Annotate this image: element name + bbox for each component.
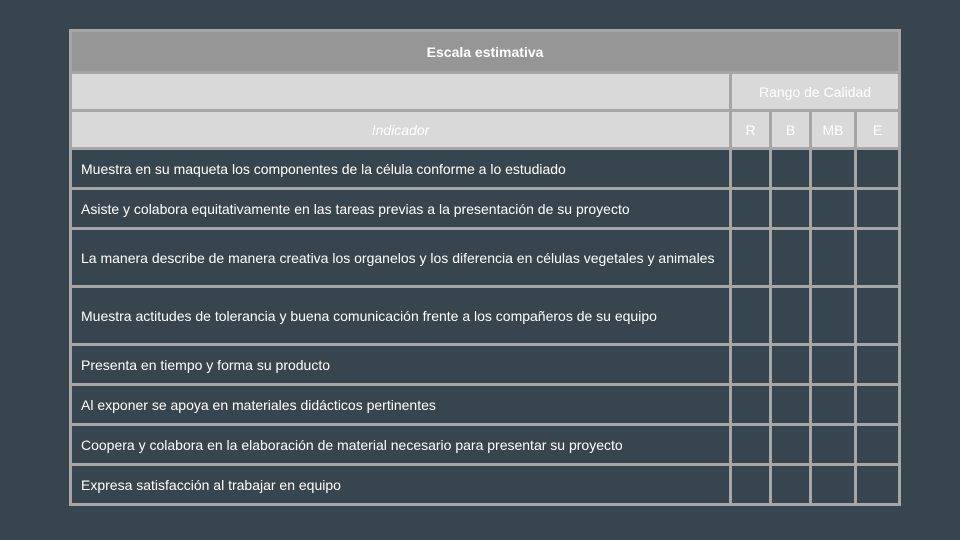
score-cell-e[interactable]	[856, 425, 900, 465]
score-header-r: R	[731, 111, 771, 149]
indicator-cell: Asiste y colabora equitativamente en las tareas previas a la presentación de su proyecto	[71, 189, 731, 229]
score-cell-mb[interactable]	[811, 345, 856, 385]
score-cell-b[interactable]	[771, 465, 811, 505]
score-cell-e[interactable]	[856, 149, 900, 189]
score-cell-b[interactable]	[771, 287, 811, 345]
quality-range-header: Rango de Calidad	[731, 73, 900, 111]
title-row	[71, 31, 900, 73]
score-header-mb: MB	[811, 111, 856, 149]
score-header-e: E	[856, 111, 900, 149]
score-cell-r[interactable]	[731, 465, 771, 505]
indicator-column-header: Indicador	[71, 111, 731, 149]
score-cell-r[interactable]	[731, 287, 771, 345]
score-cell-r[interactable]	[731, 149, 771, 189]
score-cell-mb[interactable]	[811, 465, 856, 505]
score-cell-mb[interactable]	[811, 149, 856, 189]
score-header-b: B	[771, 111, 811, 149]
score-cell-b[interactable]	[771, 385, 811, 425]
indicator-cell: Presenta en tiempo y forma su producto	[71, 345, 731, 385]
score-cell-e[interactable]	[856, 189, 900, 229]
indicator-cell: Muestra actitudes de tolerancia y buena comunicación frente a los compañeros de su equipo	[71, 287, 731, 345]
table-row	[71, 385, 900, 425]
score-cell-e[interactable]	[856, 229, 900, 287]
range-blank-cell	[71, 73, 731, 111]
score-cell-mb[interactable]	[811, 287, 856, 345]
indicator-cell: Expresa satisfacción al trabajar en equipo	[71, 465, 731, 505]
score-cell-r[interactable]	[731, 189, 771, 229]
score-cell-e[interactable]	[856, 385, 900, 425]
indicator-cell: Muestra en su maqueta los componentes de la célula conforme a lo estudiado	[71, 149, 731, 189]
table-row	[71, 229, 900, 287]
rating-scale-table	[69, 29, 901, 506]
table-row	[71, 465, 900, 505]
score-cell-b[interactable]	[771, 229, 811, 287]
score-cell-b[interactable]	[771, 189, 811, 229]
score-cell-r[interactable]	[731, 425, 771, 465]
score-cell-e[interactable]	[856, 345, 900, 385]
indicator-cell: Al exponer se apoya en materiales didácticos pertinentes	[71, 385, 731, 425]
table-row	[71, 287, 900, 345]
score-cell-b[interactable]	[771, 345, 811, 385]
indicator-cell: Coopera y colabora en la elaboración de material necesario para presentar su proyecto	[71, 425, 731, 465]
score-cell-e[interactable]	[856, 287, 900, 345]
score-cell-b[interactable]	[771, 425, 811, 465]
table-row	[71, 345, 900, 385]
score-cell-mb[interactable]	[811, 385, 856, 425]
range-row	[71, 73, 900, 111]
column-header-row	[71, 111, 900, 149]
score-cell-r[interactable]	[731, 385, 771, 425]
score-cell-r[interactable]	[731, 229, 771, 287]
score-cell-mb[interactable]	[811, 189, 856, 229]
table-row	[71, 189, 900, 229]
table-title: Escala estimativa	[71, 31, 900, 73]
table-row	[71, 149, 900, 189]
table-row	[71, 425, 900, 465]
score-cell-mb[interactable]	[811, 229, 856, 287]
indicator-cell: La manera describe de manera creativa los organelos y los diferencia en células vegetales y animales	[71, 229, 731, 287]
score-cell-mb[interactable]	[811, 425, 856, 465]
score-cell-r[interactable]	[731, 345, 771, 385]
score-cell-b[interactable]	[771, 149, 811, 189]
score-cell-e[interactable]	[856, 465, 900, 505]
